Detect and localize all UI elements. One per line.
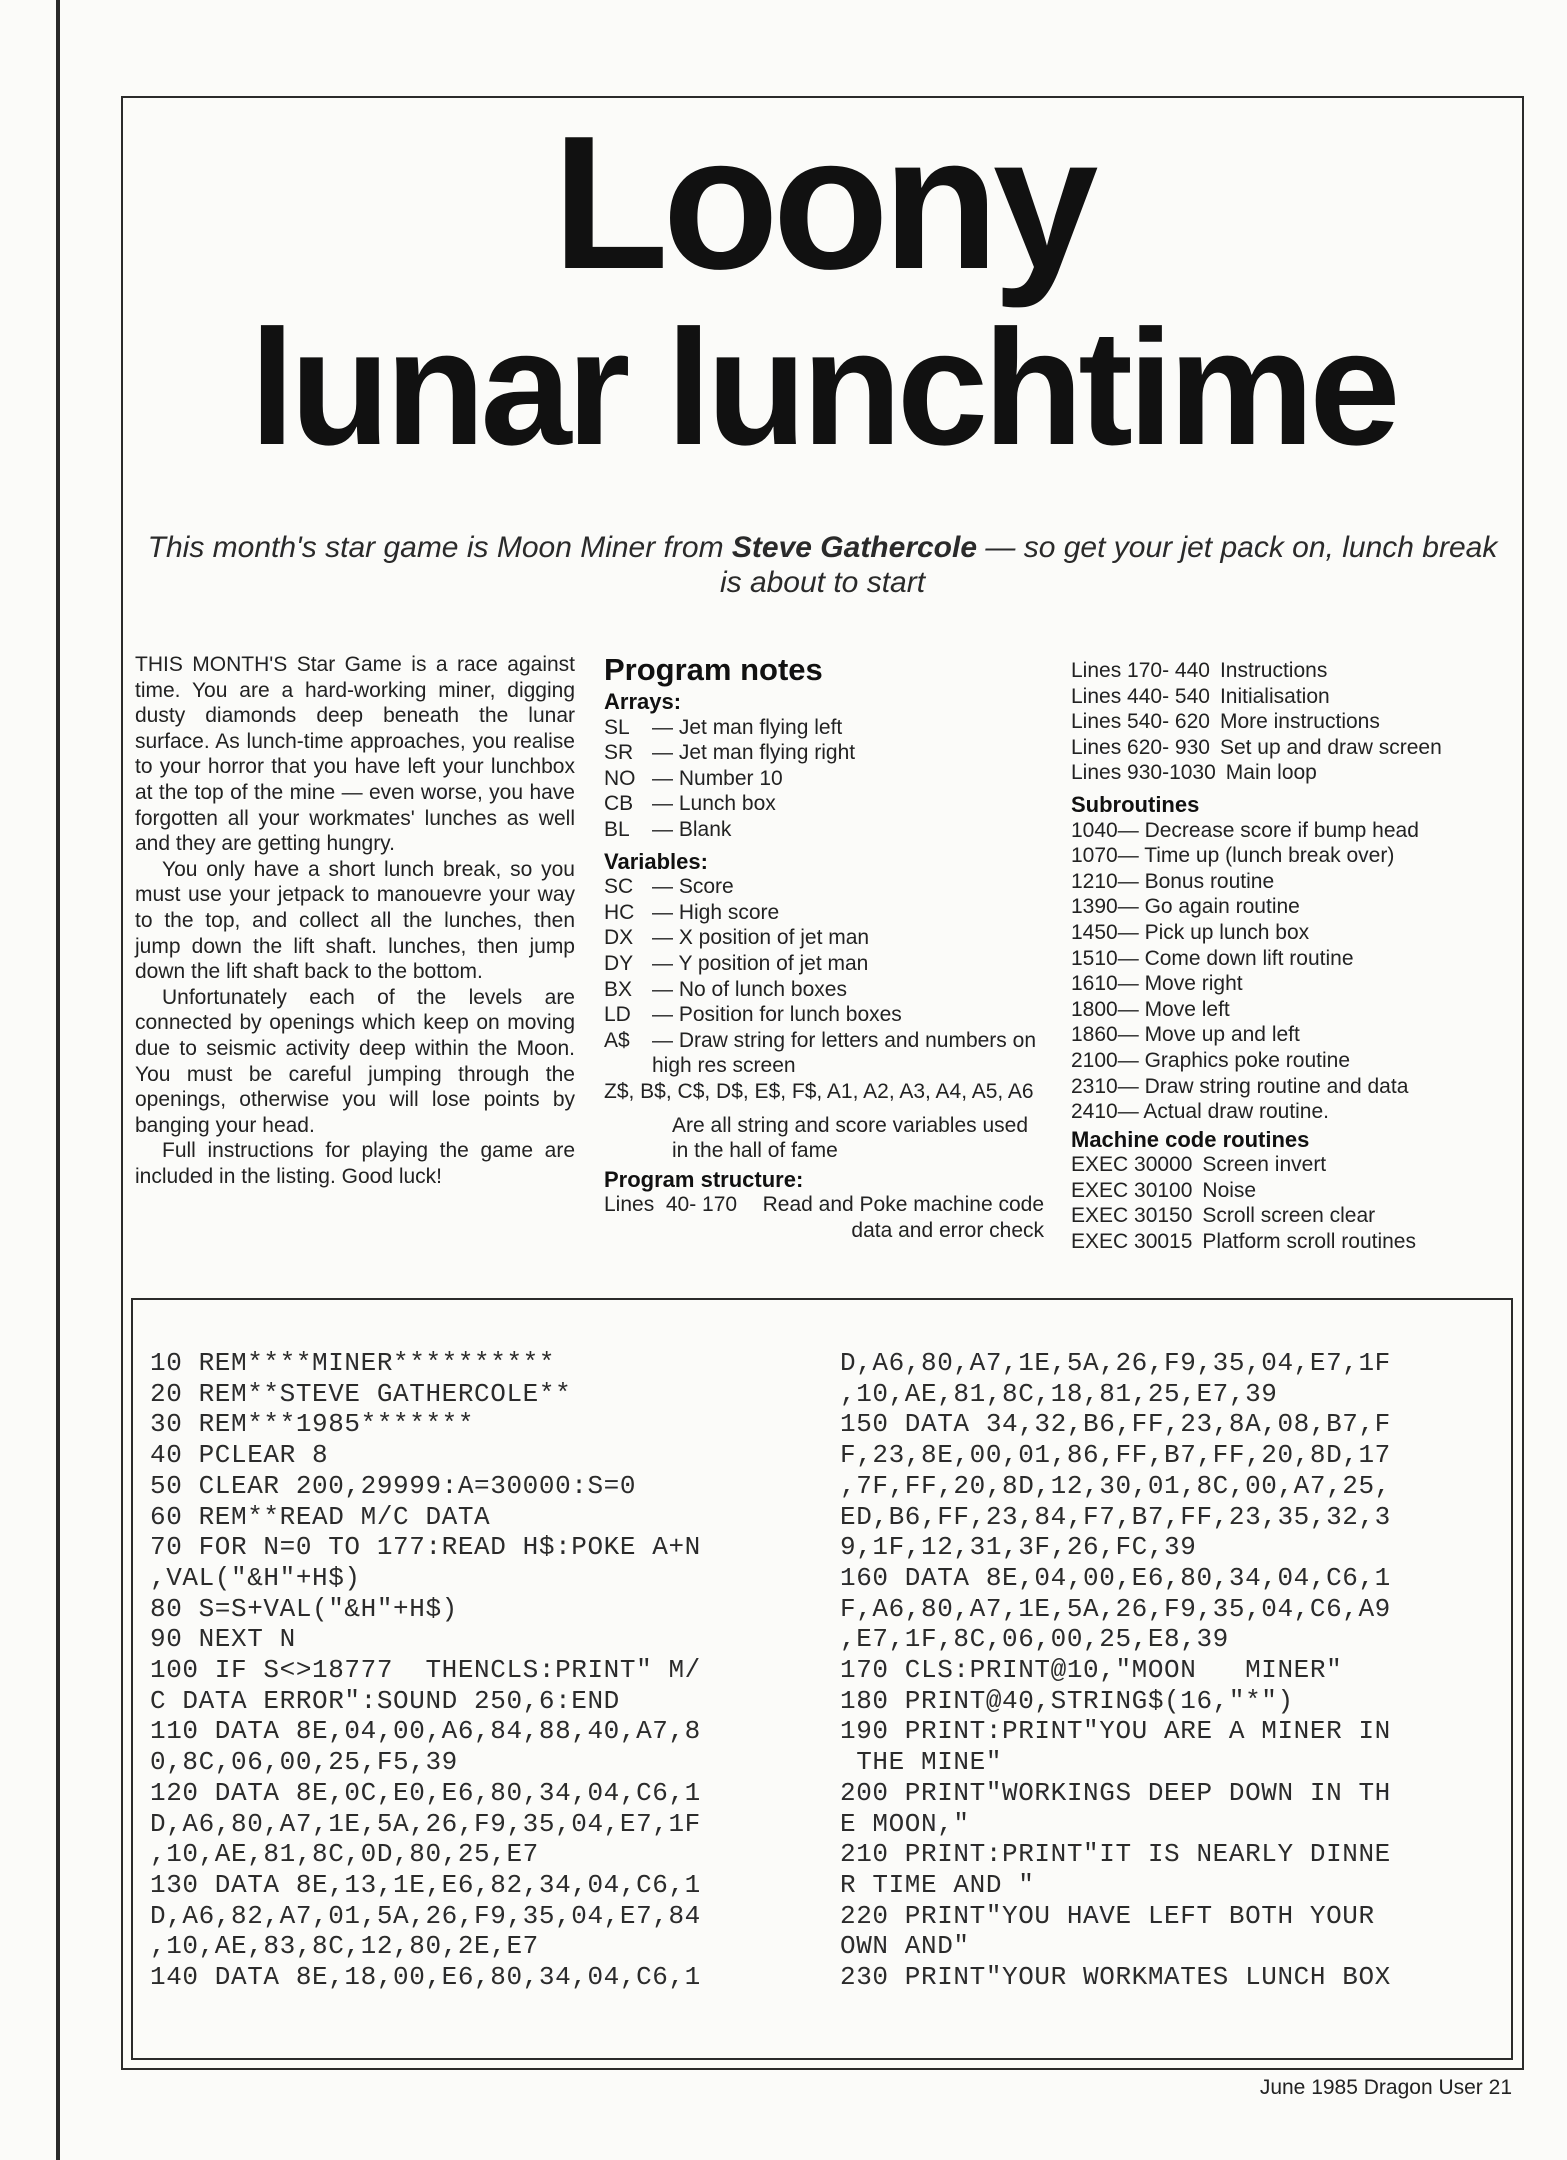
note-row: [604, 925, 1044, 951]
arrays-heading: Arrays:: [604, 689, 682, 714]
listing-line: C DATA ERROR":SOUND 250,6:END: [150, 1685, 620, 1716]
note-key: 1210: [1071, 869, 1118, 893]
note-row: [1071, 997, 1511, 1023]
note-entry: — Go again routine: [1117, 895, 1300, 919]
note-value: Draw string routine and data: [1144, 1074, 1409, 1098]
note-value: Position for lunch boxes: [678, 1003, 902, 1027]
note-key: 1070: [1071, 844, 1118, 868]
machine-code-list: [1071, 1152, 1511, 1254]
note-entry: — Bonus routine: [1117, 869, 1275, 893]
intro-paragraph: Unfortunately each of the levels are connected by openings which keep on moving due to seismic activity deep within the Moon. You must be careful jumping through the openings, otherwise you will lose points by banging your head.: [135, 985, 575, 1137]
listing-line: 110 DATA 8E,04,00,A6,84,88,40,A7,8: [150, 1716, 701, 1747]
intro-paragraph: You only have a short lunch break, so you must use your jetpack to manouevre your way to the top, and collect all the lunches, then jump down the lift shaft. lunches, then jump down the lift shaft back to the bottom.: [135, 857, 575, 984]
note-entry: — Move left: [1117, 997, 1230, 1021]
note-entry: — X position of jet man: [652, 926, 870, 950]
note-entry: — Blank: [652, 817, 732, 841]
note-value: Actual draw routine.: [1143, 1100, 1330, 1124]
note-row: [604, 874, 1044, 900]
note-row: [1071, 869, 1511, 895]
note-value: Pick up lunch box: [1144, 920, 1310, 944]
note-value: Move left: [1144, 997, 1230, 1021]
subroutines-heading: Subroutines: [1071, 791, 1200, 817]
listing-line: 10 REM****MINER**********: [150, 1348, 556, 1378]
note-row: [604, 766, 1044, 792]
note-value: Initialisation: [1219, 684, 1330, 708]
note-entry: — Move right: [1117, 972, 1243, 996]
line-ranges-list: [1071, 658, 1511, 786]
note-key: Lines 440- 540: [1071, 684, 1210, 708]
note-entry: — Actual draw routine.: [1117, 1100, 1330, 1124]
listing-line: 190 PRINT:PRINT"YOU ARE A MINER IN: [840, 1716, 1391, 1747]
note-value: Instructions: [1219, 659, 1328, 682]
intro-paragraph: Full instructions for playing the game are included in the listing. Good luck!: [135, 1139, 575, 1188]
note-row: [1071, 843, 1511, 869]
note-key: 1390: [1071, 895, 1118, 919]
listing-line: 30 REM***1985*******: [150, 1409, 475, 1440]
listing-left-column: [150, 1348, 790, 1993]
note-row: [1071, 946, 1511, 972]
listing-line: 50 CLEAR 200,29999:A=30000:S=0: [150, 1470, 637, 1501]
listing-line: F,23,8E,00,01,86,FF,B7,FF,20,8D,17: [840, 1440, 1391, 1471]
note-row: [1071, 920, 1511, 946]
note-value: Graphics poke routine: [1144, 1048, 1351, 1072]
note-row: [604, 791, 1044, 817]
note-key: 1800: [1071, 997, 1118, 1021]
listing-line: E MOON,": [840, 1808, 970, 1839]
note-value: Go again routine: [1144, 895, 1300, 919]
note-entry: — High score: [652, 900, 780, 924]
note-value: Platform scroll routines: [1202, 1230, 1416, 1254]
note-key: EXEC 30100: [1071, 1178, 1193, 1202]
intro-column: [135, 652, 575, 1189]
note-entry: — Time up (lunch break over): [1117, 844, 1395, 868]
note-row: [1071, 894, 1511, 920]
note-entry: — Draw string for letters and numbers on high res screen: [652, 1028, 1036, 1078]
listing-line: D,A6,80,A7,1E,5A,26,F9,35,04,E7,1F: [150, 1808, 701, 1839]
note-row: [1071, 971, 1511, 997]
note-row: [1071, 1099, 1511, 1125]
note-key: Lines 170- 440: [1071, 659, 1210, 682]
note-value: Main loop: [1225, 761, 1317, 785]
note-entry: — Jet man flying left: [652, 715, 843, 739]
note-value: X position of jet man: [678, 926, 870, 950]
listing-line: 100 IF S<>18777 THENCLS:PRINT" M/: [150, 1655, 701, 1686]
note-row: [1071, 1152, 1511, 1178]
note-value: Scroll screen clear: [1202, 1204, 1376, 1228]
listing-line: 70 FOR N=0 TO 177:READ H$:POKE A+N: [150, 1532, 701, 1563]
listing-line: ,7F,FF,20,8D,12,30,01,8C,00,A7,25,: [840, 1470, 1391, 1501]
listing-line: 220 PRINT"YOU HAVE LEFT BOTH YOUR: [840, 1900, 1375, 1931]
variables-list: [604, 874, 1044, 1079]
note-entry: — No of lunch boxes: [652, 977, 847, 1001]
note-entry: — Come down lift routine: [1117, 946, 1354, 970]
listing-line: 0,8C,06,00,25,F5,39: [150, 1747, 458, 1778]
note-key: HC: [604, 900, 635, 924]
variables-heading: Variables:: [604, 848, 708, 874]
arrays-list: [604, 715, 1044, 843]
structure-heading: Program structure:: [604, 1166, 804, 1192]
listing-line: ,10,AE,81,8C,18,81,25,E7,39: [840, 1378, 1278, 1409]
note-key: EXEC 30000: [1071, 1153, 1193, 1177]
listing-line: D,A6,82,A7,01,5A,26,F9,35,04,E7,84: [150, 1900, 701, 1931]
listing-line: 80 S=S+VAL("&H"+H$): [150, 1593, 458, 1624]
note-value: No of lunch boxes: [678, 977, 847, 1001]
note-entry: — Pick up lunch box: [1117, 920, 1310, 944]
note-row: [604, 817, 1044, 843]
note-key: CB: [604, 792, 634, 816]
note-row: [604, 1002, 1044, 1028]
listing-line: 140 DATA 8E,18,00,E6,80,34,04,C6,1: [150, 1962, 701, 1993]
note-entry: — Number 10: [652, 766, 783, 790]
note-row: [1071, 735, 1511, 761]
note-key: LD: [604, 1003, 631, 1027]
listing-line: 210 PRINT:PRINT"IT IS NEARLY DINNE: [840, 1839, 1391, 1870]
note-value: Screen invert: [1202, 1153, 1327, 1177]
note-value: Number 10: [678, 766, 783, 790]
note-key: Lines 620- 930: [1071, 735, 1210, 759]
headline-line-2: lunar lunchtime: [249, 296, 1396, 479]
note-key: SC: [604, 875, 634, 899]
listing-line: ED,B6,FF,23,84,F7,B7,FF,23,35,32,3: [840, 1501, 1391, 1532]
note-entry: — Draw string routine and data: [1117, 1074, 1409, 1098]
note-key: 1450: [1071, 920, 1118, 944]
listing-line: 9,1F,12,31,3F,26,FC,39: [840, 1532, 1197, 1563]
note-row: [1071, 1048, 1511, 1074]
note-row: [604, 977, 1044, 1003]
listing-line: 200 PRINT"WORKINGS DEEP DOWN IN TH: [840, 1777, 1391, 1808]
listing-line: THE MINE": [840, 1747, 1003, 1778]
note-value: Move right: [1144, 972, 1243, 996]
note-entry: — Move up and left: [1117, 1023, 1300, 1047]
note-key: EXEC 30150: [1071, 1204, 1193, 1228]
listing-line: ,10,AE,81,8C,0D,80,25,E7: [150, 1839, 539, 1870]
note-row: [1071, 709, 1511, 735]
listing-line: 170 CLS:PRINT@10,"MOON MINER": [840, 1655, 1343, 1686]
note-key: 1040: [1071, 818, 1118, 842]
standfirst: [140, 530, 1505, 600]
note-value: Bonus routine: [1144, 869, 1275, 893]
page-spine: [56, 0, 60, 2160]
note-entry: — Jet man flying right: [652, 741, 856, 765]
note-entry: — Y position of jet man: [652, 951, 869, 975]
note-value: Jet man flying left: [678, 715, 843, 739]
note-row: [1071, 658, 1511, 684]
listing-line: ,10,AE,83,8C,12,80,2E,E7: [150, 1931, 539, 1962]
intro-paragraph: THIS MONTH'S Star Game is a race against time. You are a hard-working miner, digging dusty diamonds deep beneath the lunar surface. As lunch-time approaches, you realise to your horror that you have left your lunchbox at the top of the mine — even worse, you have forgotten all your workmates' lunches as well and they are getting hungry.: [135, 653, 575, 856]
note-row: [1071, 1229, 1511, 1255]
note-row: [604, 740, 1044, 766]
listing-line: 130 DATA 8E,13,1E,E6,82,34,04,C6,1: [150, 1869, 701, 1900]
note-value: Noise: [1202, 1178, 1257, 1202]
listing-line: F,A6,80,A7,1E,5A,26,F9,35,04,C6,A9: [840, 1593, 1391, 1624]
standfirst-intro: This month's star game is Moon Miner from: [147, 531, 732, 564]
routines-column: [1071, 658, 1511, 1255]
note-key: BL: [604, 817, 630, 841]
note-entry: — Graphics poke routine: [1117, 1048, 1351, 1072]
note-entry: — Position for lunch boxes: [652, 1003, 902, 1027]
note-key: SL: [604, 715, 630, 739]
program-notes-heading: Program notes: [604, 652, 823, 687]
note-value: Draw string for letters and numbers on high res screen: [652, 1028, 1036, 1078]
note-row: [1071, 1074, 1511, 1100]
listing-line: 230 PRINT"YOUR WORKMATES LUNCH BOX: [840, 1962, 1391, 1993]
note-value: High score: [678, 900, 780, 924]
note-value: More instructions: [1219, 710, 1380, 734]
note-key: Lines 540- 620: [1071, 710, 1210, 734]
note-key: DX: [604, 926, 634, 950]
note-row: [1071, 1203, 1511, 1229]
note-value: Time up (lunch break over): [1144, 844, 1395, 868]
author-name: Steve Gathercole: [731, 531, 978, 564]
note-key: BX: [604, 977, 633, 1001]
note-value: Move up and left: [1144, 1023, 1300, 1047]
subroutines-list: [1071, 818, 1511, 1125]
listing-line: 20 REM**STEVE GATHERCOLE**: [150, 1378, 572, 1409]
note-value: Score: [678, 875, 734, 899]
headline-line-1: Loony: [552, 97, 1093, 309]
listing-line: OWN AND": [840, 1931, 970, 1962]
note-row: [1071, 684, 1511, 710]
note-value: Lunch box: [678, 792, 776, 816]
listing-line: ,VAL("&H"+H$): [150, 1562, 361, 1593]
note-row: [604, 1028, 1044, 1079]
standfirst-outro: — so get your jet pack on, lunch break is about to start: [719, 531, 1498, 599]
note-entry: — Score: [652, 875, 734, 899]
note-value: Y position of jet man: [678, 951, 869, 975]
note-value: Come down lift routine: [1144, 946, 1354, 970]
note-key: 2100: [1071, 1048, 1118, 1072]
note-key: DY: [604, 951, 634, 975]
string-variables: Z$, B$, C$, D$, E$, F$, A1, A2, A3, A4, A5, A6: [604, 1079, 1034, 1103]
listing-line: 60 REM**READ M/C DATA: [150, 1501, 491, 1532]
note-key: 2310: [1071, 1074, 1118, 1098]
note-row: [604, 715, 1044, 741]
note-row: [604, 951, 1044, 977]
note-row: [1071, 760, 1511, 786]
machine-code-heading: Machine code routines: [1071, 1126, 1310, 1152]
note-key: EXEC 30015: [1071, 1230, 1193, 1254]
note-row: [1071, 1022, 1511, 1048]
program-notes-column: [604, 652, 1044, 1243]
note-row: [604, 900, 1044, 926]
note-value: Set up and draw screen: [1219, 735, 1442, 759]
listing-line: ,E7,1F,8C,06,00,25,E8,39: [840, 1624, 1229, 1655]
listing-line: 40 PCLEAR 8: [150, 1440, 329, 1471]
listing-line: D,A6,80,A7,1E,5A,26,F9,35,04,E7,1F: [840, 1348, 1391, 1378]
page-footer: June 1985 Dragon User 21: [1259, 2076, 1512, 2099]
listing-line: 180 PRINT@40,STRING$(16,"*"): [840, 1685, 1294, 1716]
listing-line: 160 DATA 8E,04,00,E6,80,34,04,C6,1: [840, 1562, 1391, 1593]
note-key: 1510: [1071, 946, 1118, 970]
note-row: [1071, 818, 1511, 844]
structure-description: Read and Poke machine code data and error check: [762, 1193, 1044, 1242]
listing-line: R TIME AND ": [840, 1869, 1035, 1900]
listing-line: 90 NEXT N: [150, 1624, 296, 1655]
note-row: [1071, 1178, 1511, 1204]
note-value: Blank: [678, 817, 732, 841]
note-key: Lines 930-1030: [1071, 761, 1216, 785]
note-key: 1610: [1071, 972, 1118, 996]
note-key: NO: [604, 766, 636, 790]
structure-line: [604, 1192, 1044, 1243]
note-key: A$: [604, 1028, 630, 1052]
note-entry: — Decrease score if bump head: [1117, 818, 1419, 842]
note-value: Decrease score if bump head: [1144, 818, 1419, 842]
note-key: 1860: [1071, 1023, 1118, 1047]
listing-right-column: [840, 1348, 1500, 1993]
note-key: SR: [604, 741, 634, 765]
note-entry: — Lunch box: [652, 792, 776, 816]
listing-line: 150 DATA 34,32,B6,FF,23,8A,08,B7,F: [840, 1409, 1391, 1440]
note-key: 2410: [1071, 1100, 1118, 1124]
listing-line: 120 DATA 8E,0C,E0,E6,80,34,04,C6,1: [150, 1777, 701, 1808]
string-variables-description: Are all string and score variables used in the hall of fame: [672, 1113, 1029, 1163]
note-value: Jet man flying right: [678, 741, 856, 765]
structure-range: Lines 40- 170: [604, 1193, 738, 1217]
